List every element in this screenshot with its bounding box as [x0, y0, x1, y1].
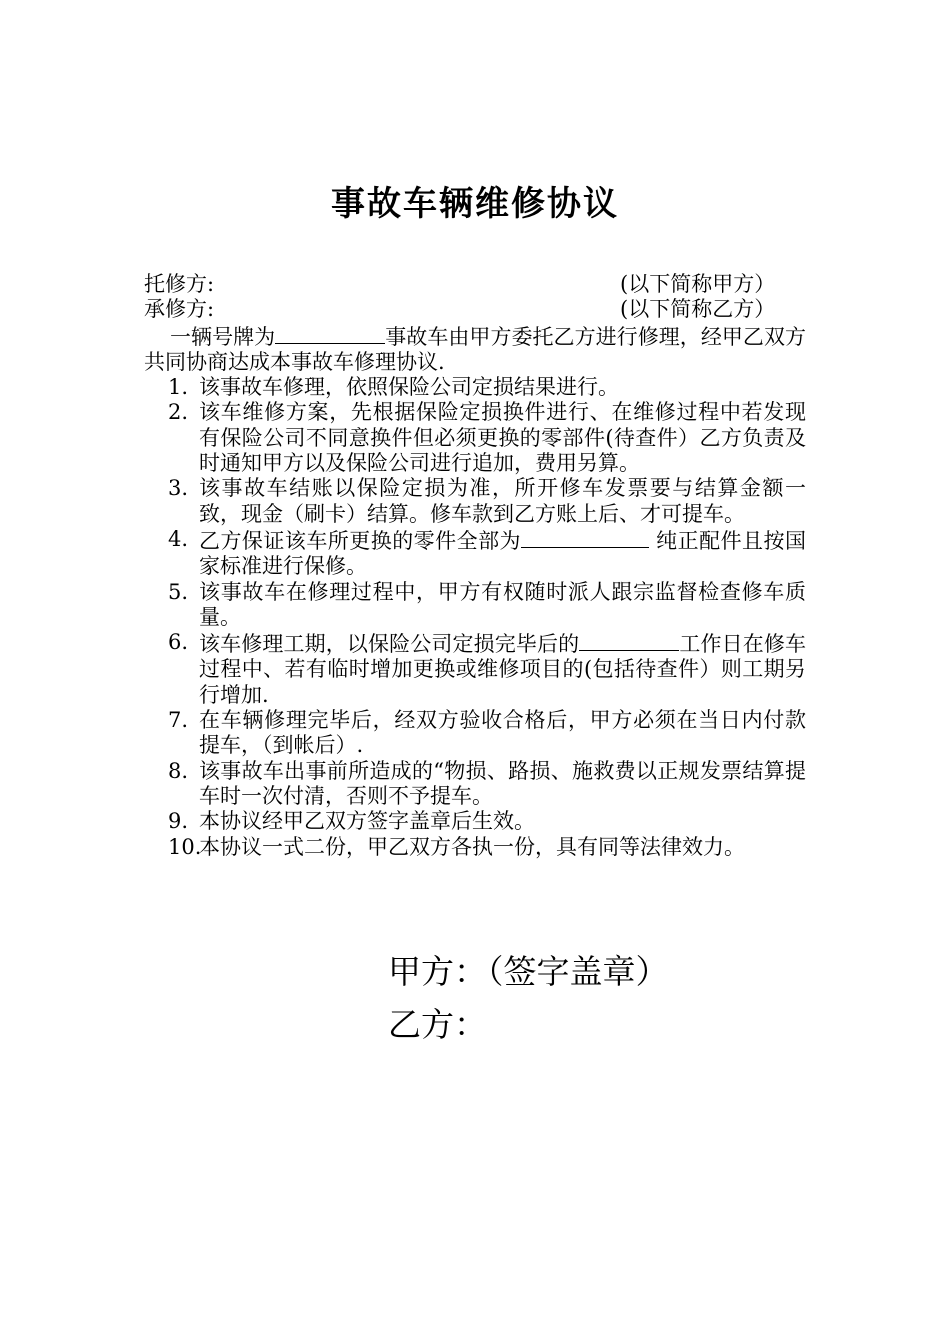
workdays-blank [579, 630, 679, 651]
client-line [144, 272, 806, 297]
term-number: 1. [168, 375, 189, 400]
term-item [144, 375, 806, 400]
term-item [144, 759, 806, 810]
term-number: 7. [168, 708, 189, 733]
term-text: 该事故车结账以保险定损为准，所开修车发票要与结算金额一致，现金（刷卡）结算。修车款到乙方账上后、才可提车。 [199, 476, 806, 526]
intro-text-after: 事故车由甲方委托乙方进行修理，经甲乙双方共同协商达成本事故车修理协议. [144, 324, 807, 374]
client-label: 托修方: [144, 272, 215, 296]
document-title: 事故车辆维修协议 [331, 184, 619, 224]
term-item [144, 580, 806, 631]
term-number: 5. [168, 579, 189, 604]
term-number: 2. [168, 400, 189, 425]
contractor-line [144, 297, 806, 322]
plate-number-blank [275, 323, 385, 344]
term-text: 本协议一式二份，甲乙双方各执一份，具有同等法律效力。 [199, 834, 745, 859]
term-item [144, 630, 806, 708]
term-text: 该事故车出事前所造成的“物损、路损、施救费以正规发票结算提车时一次付清，否则不予提车。 [199, 758, 806, 808]
term-text-after: 纯正配件且按国家标准进行保修。 [199, 528, 806, 579]
contractor-label: 承修方: [144, 297, 215, 322]
agreement-body [144, 272, 806, 860]
term-text: 该车维修方案，先根据保险定损换件进行、在维修过程中若发现有保险公司不同意换件但必须更换的零部件(待查件）乙方负责及时通知甲方以及保险公司进行追加，费用另算。 [199, 400, 806, 476]
term-number: 4. [168, 526, 189, 551]
party-a-signature: 甲方：（签字盖章） [388, 952, 669, 991]
term-item [144, 527, 806, 580]
term-text: 在车辆修理完毕后，经双方验收合格后，甲方必须在当日内付款提车，（到帐后）. [199, 708, 806, 758]
term-item [144, 400, 806, 476]
term-item [144, 835, 806, 860]
term-number: 3. [168, 476, 189, 501]
term-text: 本协议经甲乙双方签字盖章后生效。 [199, 809, 535, 834]
intro-paragraph [144, 323, 806, 376]
party-b-signature: 乙方： [388, 1005, 487, 1044]
term-text: 该事故车在修理过程中，甲方有权随时派人跟宗监督检查修车质量。 [199, 579, 806, 629]
term-item [144, 708, 806, 759]
term-number: 10. [168, 834, 202, 859]
term-text-after: 工作日在修车过程中、若有临时增加更换或维修项目的(包括待查件）则工期另行增加. [199, 632, 806, 707]
term-text: 该事故车修理，依照保险公司定损结果进行。 [199, 375, 619, 400]
term-number: 6. [168, 630, 189, 655]
term-number: 8. [168, 758, 189, 783]
terms-list [144, 375, 806, 860]
contractor-note: (以下简称乙方） [620, 297, 776, 322]
parts-brand-blank [521, 527, 649, 548]
intro-text-before: 一辆号牌为 [170, 324, 276, 349]
term-text-before: 该车修理工期，以保险公司定损完毕后的 [199, 632, 580, 657]
term-item [144, 476, 806, 527]
term-number: 9. [168, 809, 189, 834]
client-note: (以下简称甲方） [620, 272, 776, 296]
term-text-before: 乙方保证该车所更换的零件全部为 [199, 528, 522, 553]
term-item [144, 809, 806, 834]
